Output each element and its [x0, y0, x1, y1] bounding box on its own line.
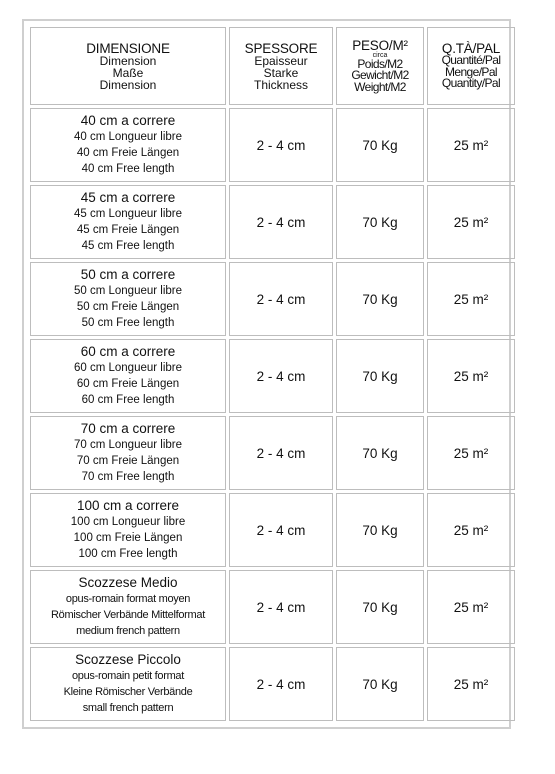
cell-dimension	[30, 570, 226, 644]
table-row	[30, 647, 515, 721]
dimension-fr: opus-romain format moyen	[65, 593, 191, 605]
dimension-de: 100 cm Freie Längen	[73, 532, 183, 544]
header-weight	[336, 27, 424, 105]
cell-weight: 70 Kg	[336, 647, 424, 721]
cell-dimension	[30, 416, 226, 490]
header-quantity-de: Menge/Pal	[445, 64, 497, 79]
cell-quantity: 25 m²	[427, 262, 515, 336]
dimension-de: 50 cm Freie Längen	[76, 301, 180, 313]
dimension-it: 60 cm a correre	[80, 344, 176, 359]
dimension-it: 40 cm a correre	[80, 113, 176, 128]
dimension-it: 100 cm a correre	[76, 498, 180, 513]
cell-quantity: 25 m²	[427, 493, 515, 567]
header-weight-fr: Poids/M2	[357, 56, 403, 71]
dimension-it: Scozzese Piccolo	[75, 652, 181, 667]
cell-dimension	[30, 185, 226, 259]
cell-quantity: 25 m²	[427, 108, 515, 182]
dimension-fr: 70 cm Longueur libre	[73, 439, 183, 451]
dimension-it: 70 cm a correre	[80, 421, 176, 436]
cell-quantity: 25 m²	[427, 416, 515, 490]
dimension-en: medium french pattern	[76, 625, 180, 637]
dimension-de: Kleine Römischer Verbände	[63, 686, 193, 698]
cell-weight: 70 Kg	[336, 185, 424, 259]
header-dimension-en: Dimension	[99, 77, 157, 92]
table-header-row	[30, 27, 515, 105]
dimension-en: small french pattern	[82, 702, 174, 714]
dimension-de: Römischer Verbände Mittelformat	[51, 609, 205, 621]
cell-thickness: 2 - 4 cm	[229, 647, 333, 721]
dimension-en: 70 cm Free length	[81, 471, 175, 483]
cell-thickness: 2 - 4 cm	[229, 262, 333, 336]
header-thickness-fr: Epaisseur	[254, 53, 308, 68]
dimension-en: 45 cm Free length	[81, 240, 175, 252]
cell-thickness: 2 - 4 cm	[229, 570, 333, 644]
cell-thickness: 2 - 4 cm	[229, 108, 333, 182]
header-quantity-title: Q.TÀ/PAL	[441, 41, 501, 57]
cell-quantity: 25 m²	[427, 647, 515, 721]
cell-thickness: 2 - 4 cm	[229, 185, 333, 259]
cell-dimension	[30, 108, 226, 182]
dimension-fr: 100 cm Longueur libre	[70, 516, 186, 528]
cell-weight: 70 Kg	[336, 416, 424, 490]
table-row	[30, 570, 515, 644]
dimension-de: 45 cm Freie Längen	[76, 224, 180, 236]
header-dimension	[30, 27, 226, 105]
header-thickness	[229, 27, 333, 105]
table-row	[30, 416, 515, 490]
header-weight-title: PESO/M²	[352, 37, 408, 53]
dimension-de: 40 cm Freie Längen	[76, 147, 180, 159]
header-thickness-en: Thickness	[253, 77, 309, 92]
cell-thickness: 2 - 4 cm	[229, 339, 333, 413]
cell-dimension	[30, 647, 226, 721]
table-row	[30, 108, 515, 182]
cell-weight: 70 Kg	[336, 339, 424, 413]
cell-quantity: 25 m²	[427, 185, 515, 259]
cell-dimension	[30, 493, 226, 567]
dimension-en: 100 cm Free length	[78, 548, 178, 560]
header-thickness-de: Starke	[263, 65, 299, 80]
spec-table	[27, 24, 518, 724]
cell-weight: 70 Kg	[336, 262, 424, 336]
dimension-fr: 60 cm Longueur libre	[73, 362, 183, 374]
header-quantity	[427, 27, 515, 105]
dimension-en: 50 cm Free length	[81, 317, 175, 329]
header-dimension-de: Maße	[112, 65, 144, 80]
dimension-en: 60 cm Free length	[81, 394, 175, 406]
cell-thickness: 2 - 4 cm	[229, 493, 333, 567]
cell-quantity: 25 m²	[427, 339, 515, 413]
header-dimension-fr: Dimension	[99, 53, 157, 68]
header-weight-circa: circa	[372, 51, 388, 59]
cell-dimension	[30, 339, 226, 413]
header-quantity-fr: Quantité/Pal	[441, 53, 501, 68]
cell-thickness: 2 - 4 cm	[229, 416, 333, 490]
header-weight-de: Gewicht/M2	[351, 68, 409, 83]
dimension-fr: 40 cm Longueur libre	[73, 131, 183, 143]
cell-dimension	[30, 262, 226, 336]
header-weight-en: Weight/M2	[354, 79, 406, 94]
dimension-fr: 50 cm Longueur libre	[73, 285, 183, 297]
header-quantity-en: Quantity/Pal	[441, 76, 501, 91]
cell-weight: 70 Kg	[336, 570, 424, 644]
header-thickness-it: SPESSORE	[244, 40, 318, 56]
dimension-de: 60 cm Freie Längen	[76, 378, 180, 390]
table-row	[30, 262, 515, 336]
cell-weight: 70 Kg	[336, 493, 424, 567]
cell-weight: 70 Kg	[336, 108, 424, 182]
dimension-fr: 45 cm Longueur libre	[73, 208, 183, 220]
dimension-fr: opus-romain petit format	[71, 670, 185, 682]
header-dimension-it: DIMENSIONE	[86, 40, 170, 56]
dimension-it: 50 cm a correre	[80, 267, 176, 282]
table-row	[30, 493, 515, 567]
table-row	[30, 339, 515, 413]
dimension-it: Scozzese Medio	[78, 575, 178, 590]
dimension-en: 40 cm Free length	[81, 163, 175, 175]
cell-quantity: 25 m²	[427, 570, 515, 644]
spec-sheet	[22, 19, 511, 729]
dimension-de: 70 cm Freie Längen	[76, 455, 180, 467]
table-row	[30, 185, 515, 259]
dimension-it: 45 cm a correre	[80, 190, 176, 205]
